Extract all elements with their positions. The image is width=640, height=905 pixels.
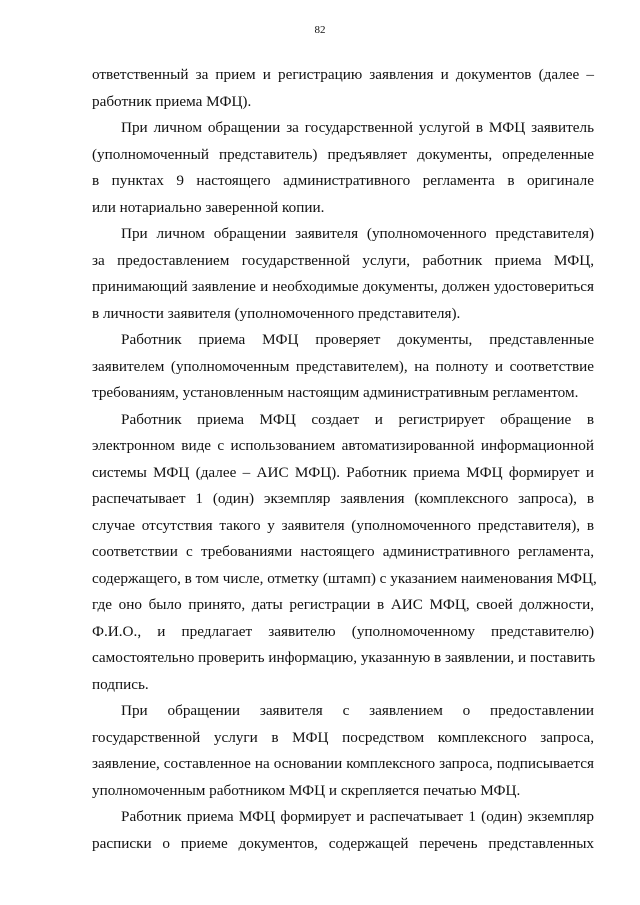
text-line: ответственный за прием и регистрацию заявления и документов (далее – (92, 66, 594, 83)
text-line: требованиям, установленным настоящим административным регламентом. (92, 384, 579, 401)
text-line: за предоставлением государственной услуги, работник приема МФЦ, (92, 251, 594, 269)
text-line: При обращении заявителя с заявлением о предоставлении (121, 702, 594, 719)
text-line: подпись. (92, 675, 149, 693)
text-line: или нотариально заверенной копии. (92, 198, 325, 216)
text-line: где оно было принято, даты регистрации в АИС МФЦ, своей должности, (92, 596, 594, 613)
text-line: (уполномоченный представитель) предъявляет документы, определенные (92, 145, 594, 163)
text-line: самостоятельно проверить информацию, указанную в заявлении, и поставить (92, 649, 596, 666)
text-line: При личном обращении заявителя (уполномоченного представителя) (121, 225, 594, 242)
text-line: в личности заявителя (уполномоченного представителя). (92, 304, 461, 322)
page-number: 82 (314, 24, 326, 36)
text-line: расписки о приеме документов, содержащей перечень представленных (92, 834, 594, 852)
text-line: работник приема МФЦ). (92, 92, 252, 110)
text-line: случае отсутствия такого у заявителя (уполномоченного представителя), в (92, 516, 594, 534)
text-line: государственной услуги в МФЦ посредством комплексного запроса, (92, 728, 594, 746)
body-text (92, 62, 597, 857)
paragraph (92, 62, 594, 115)
text-line: содержащего, в том числе, отметку (штамп) с указанием наименования МФЦ, (92, 569, 597, 587)
text-line: электронном виде с использованием автоматизированной информационной (92, 437, 594, 454)
text-line: принимающий заявление и необходимые документы, должен удостовериться (92, 278, 594, 295)
text-line: Работник приема МФЦ проверяет документы, представленные (121, 331, 594, 348)
text-line: соответствии с требованиями настоящего административного регламента, (92, 543, 594, 560)
text-line: При личном обращении за государственной услугой в МФЦ заявитель (121, 119, 594, 136)
paragraph (92, 698, 594, 804)
paragraph (92, 407, 597, 699)
text-line: заявителем (уполномоченным представителем), на полноту и соответствие (92, 357, 594, 375)
paragraph (92, 804, 594, 857)
paragraph (92, 115, 594, 221)
paragraph (92, 221, 594, 327)
text-line: в пунктах 9 настоящего административного регламента в оригинале (92, 172, 594, 189)
text-line: системы МФЦ (далее – АИС МФЦ). Работник приема МФЦ формирует и (92, 463, 594, 481)
text-line: уполномоченным работником МФЦ и скрепляется печатью МФЦ. (92, 781, 521, 799)
text-line: Работник приема МФЦ формирует и распечатывает 1 (один) экземпляр (121, 808, 594, 825)
paragraph (92, 327, 594, 407)
text-line: Ф.И.О., и предлагает заявителю (уполномоченному представителю) (92, 622, 594, 640)
text-line: Работник приема МФЦ создает и регистрирует обращение в (121, 410, 594, 428)
text-line: заявление, составленное на основании комплексного запроса, подписывается (92, 755, 594, 772)
text-line: распечатывает 1 (один) экземпляр заявления (комплексного запроса), в (92, 490, 594, 507)
